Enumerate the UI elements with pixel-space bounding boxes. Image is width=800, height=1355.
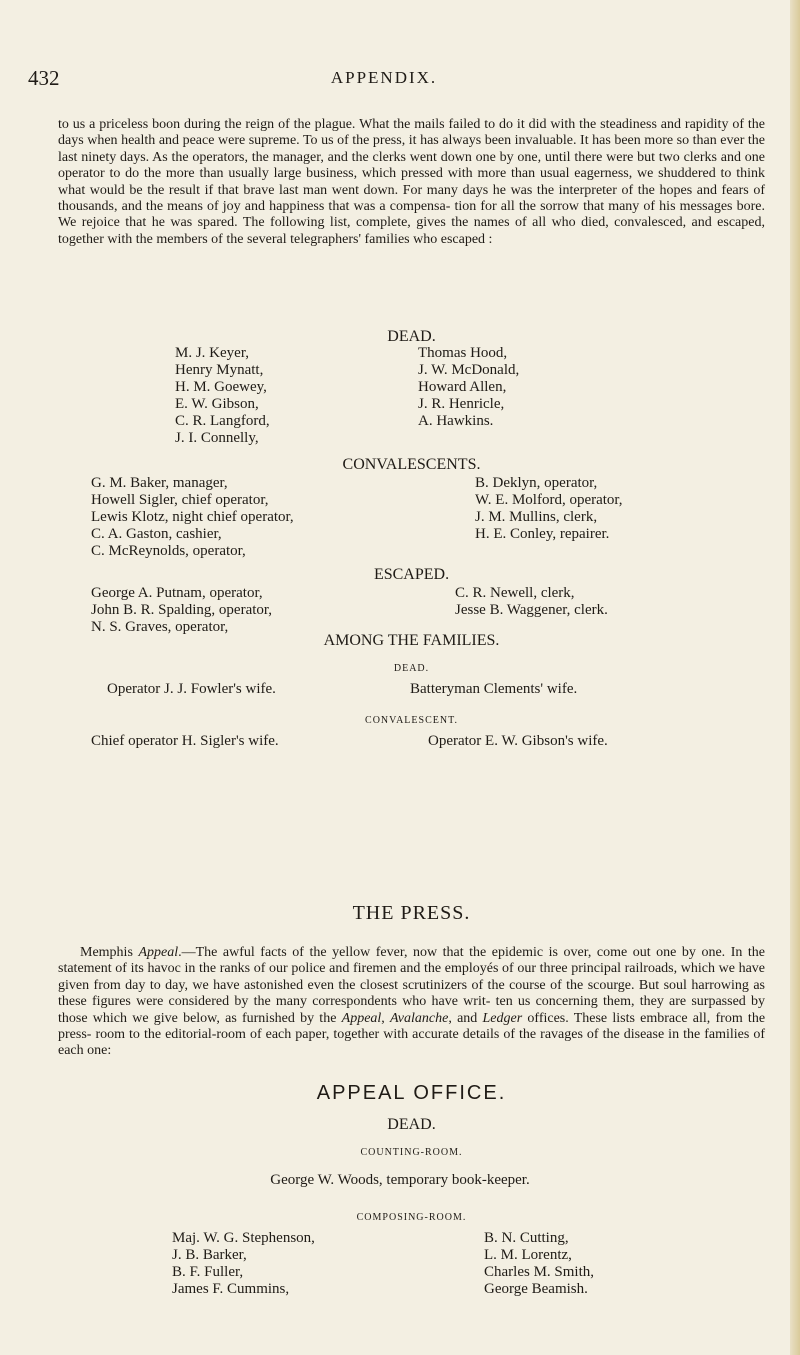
paper-title: Avalanche [390,1010,449,1026]
paper-title: Ledger [482,1010,523,1026]
list-item: M. J. Keyer, [175,345,249,361]
dead-list-right [418,345,519,430]
composing-list-right [484,1230,594,1298]
list-item: J. B. Barker, [172,1247,247,1263]
paper-title: Appeal [341,1010,382,1026]
list-item: B. F. Fuller, [172,1264,244,1280]
list-item: H. E. Conley, repairer. [475,526,610,542]
list-item: Charles M. Smith, [484,1264,595,1280]
convalescents-heading: CONVALESCENTS. [342,456,481,473]
families-heading: AMONG THE FAMILIES. [323,632,500,649]
press-text: , [381,1010,391,1026]
convalescents-list-left [91,475,294,560]
list-item: George A. Putnam, operator, [91,585,263,601]
list-item: George Beamish. [484,1281,588,1297]
list-item: L. M. Lorentz, [484,1247,572,1263]
press-text: , and [448,1010,483,1026]
running-head: APPENDIX. [330,68,438,87]
bookkeeper-line: George W. Woods, temporary book-keeper. [270,1172,530,1188]
list-item: Maj. W. G. Stephenson, [172,1230,315,1246]
list-item: Thomas Hood, [418,345,508,361]
list-item: A. Hawkins. [418,413,494,429]
appeal-office-heading: APPEAL OFFICE. [316,1082,507,1104]
counting-room-heading: COUNTING-ROOM. [360,1147,463,1158]
page-edge [790,0,800,1355]
press-text: offices. These lists embrace all, from the press- room to the editorial-room of each paper, together with accurate details of the ravages of the disease in the families of each one: [58,1010,766,1059]
press-text: .—The awful facts of the yellow fever, now that the epidemic is over, come out one by one. In the statement of its havoc in the ranks of our police and firemen and the employés of our three principal railroads, which we have given from day to day, we have astonished even the closest scrutinizers of the course of the scourge. But soul harrowing as these figures were considered by the many correspondents who have writ- ten us concerning them, they are surpassed by those which we give below, as furnished by the [58,945,766,1026]
page-header [28,66,740,96]
list-item: N. S. Graves, operator, [91,619,229,635]
press-text: Memphis [80,945,139,960]
list-item: Henry Mynatt, [175,362,264,378]
list-item: G. M. Baker, manager, [91,475,228,491]
press-heading: THE PRESS. [352,902,471,924]
list-item: W. E. Molford, operator, [475,492,623,508]
list-item: John B. R. Spalding, operator, [91,602,273,618]
list-item: Jesse B. Waggener, clerk. [455,602,608,618]
convalescents-list-right [475,475,623,543]
list-item: C. R. Langford, [175,413,270,429]
press-paragraph [58,945,765,1060]
list-item: C. R. Newell, clerk, [455,585,575,601]
composing-list-left [172,1230,315,1298]
escaped-list-left [91,585,272,636]
list-item: Howard Allen, [418,379,507,395]
appeal-dead-heading: DEAD. [387,1116,436,1133]
list-item: H. M. Goewey, [175,379,267,395]
list-item: C. A. Gaston, cashier, [91,526,222,542]
list-item: E. W. Gibson, [175,396,259,412]
dead-heading: DEAD. [387,328,436,345]
list-item: J. I. Connelly, [175,430,259,446]
list-item: Howell Sigler, chief operator, [91,492,269,508]
composing-room-heading: COMPOSING-ROOM. [356,1212,467,1223]
list-item: J. R. Henricle, [418,396,505,412]
families-convalescent-heading: CONVALESCENT. [365,715,458,726]
page-number: 432 [28,66,60,90]
family-dead-left: Operator J. J. Fowler's wife. [107,681,276,697]
families-dead-heading: DEAD. [393,663,430,674]
intro-paragraph: to us a priceless boon during the reign of the plague. What the mails failed to do it did with the steadiness and rapidity of the days when health and peace were supreme. To us of the press, it has always been invaluable. It has been more so than ever the last ninety days. As the operators, the manager, and the clerks went down one by one, until there were but two clerks and one operator to do the more than usually large business, which pressed with more than usual eagerness, we shuddered to think what would be the result if that brave last man went down. For many days he was the interpreter of the hopes and fears of thousands, and the means of joy and happiness that was a compensa- tion for all the sorrow that many of his messages bore. We rejoice that he was spared. The following list, complete, gives the names of all who died, convalesced, and escaped, together with the members of the several telegraphers' families who escaped : [58,117,765,247]
list-item: B. Deklyn, operator, [475,475,598,491]
list-item: C. McReynolds, operator, [91,543,246,559]
paper-title: Appeal [138,945,179,960]
family-conv-right: Operator E. W. Gibson's wife. [428,733,608,749]
list-item: James F. Cummins, [172,1281,290,1297]
escaped-list-right [455,585,608,619]
escaped-heading: ESCAPED. [373,566,450,583]
dead-list-left [175,345,270,447]
list-item: J. M. Mullins, clerk, [475,509,598,525]
family-conv-left: Chief operator H. Sigler's wife. [91,733,279,749]
list-item: B. N. Cutting, [484,1230,569,1246]
list-item: J. W. McDonald, [418,362,520,378]
family-dead-right: Batteryman Clements' wife. [410,681,578,697]
list-item: Lewis Klotz, night chief operator, [91,509,294,525]
